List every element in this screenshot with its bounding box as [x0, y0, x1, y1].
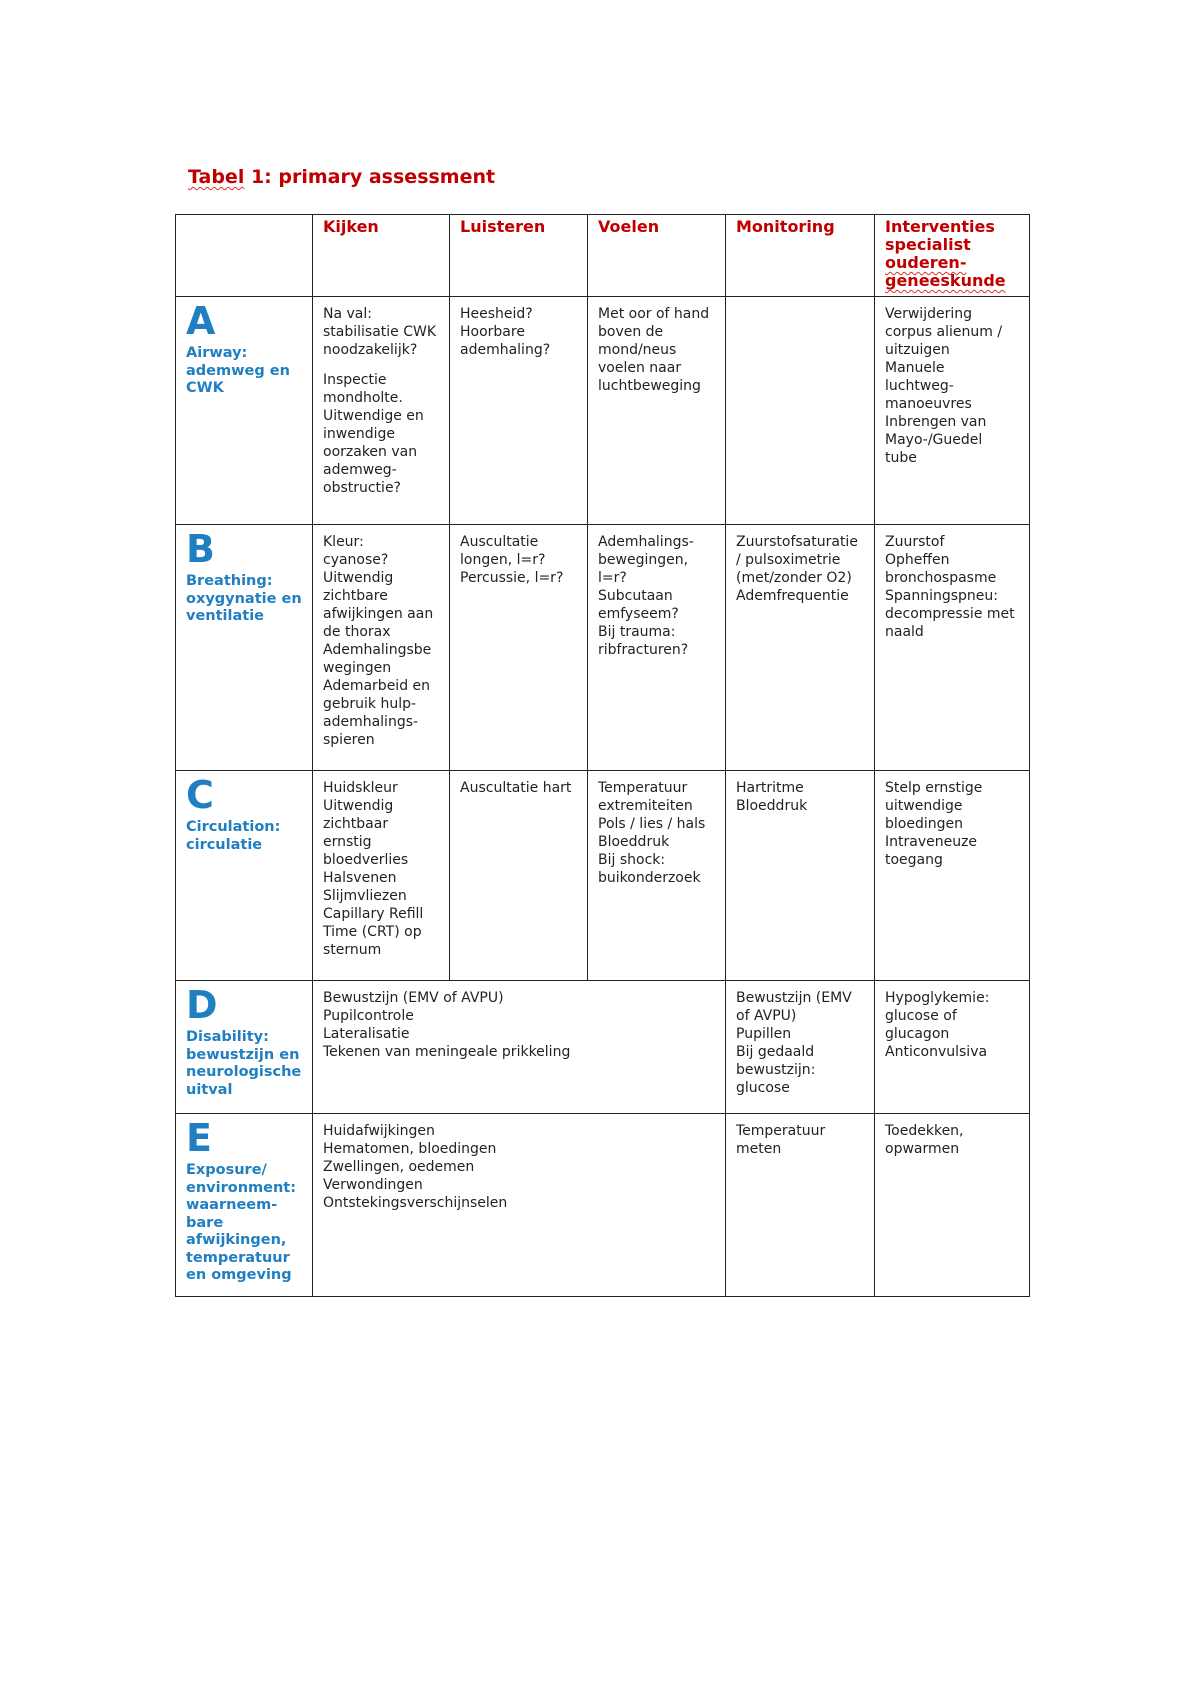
row-d: [176, 981, 1030, 1114]
cell-line: wegingen: [323, 660, 392, 676]
cell-line: luchtweg-: [885, 378, 954, 394]
table-title: [188, 166, 495, 188]
row-c-header: [176, 771, 313, 981]
header-kijken: Kijken: [313, 215, 450, 297]
cell-line: Stelp ernstige: [885, 780, 983, 796]
primary-assessment-table: [175, 214, 1030, 1297]
cell-line: temperatuur: [186, 1249, 290, 1266]
cell-line: Hypoglykemie:: [885, 990, 990, 1006]
cell-line: Zwellingen, oedemen: [323, 1159, 475, 1175]
cell-line: obstructie?: [323, 480, 401, 496]
header-interventies: [875, 215, 1030, 297]
row-b-label: [186, 573, 304, 626]
cell-line: Airway:: [186, 345, 248, 361]
cell-line: Slijmvliezen: [323, 888, 407, 904]
row-d-label: [186, 1029, 304, 1099]
cell-line: Disability:: [186, 1029, 269, 1045]
cell-line: Verwijdering: [885, 306, 972, 322]
row-e-label: [186, 1162, 304, 1285]
header-monitoring: Monitoring: [726, 215, 875, 297]
header-row: [176, 215, 1030, 297]
cell-line: Verwondingen: [323, 1177, 423, 1193]
cell-line: naald: [885, 624, 924, 640]
cell-line: oorzaken van: [323, 444, 418, 460]
cell-line: Temperatuur: [736, 1123, 826, 1139]
cell-line: cyanose?: [323, 552, 389, 568]
cell-line: Lateralisatie: [323, 1026, 410, 1042]
cell-line: glucagon: [885, 1026, 950, 1042]
cell-line: Opheffen: [885, 552, 950, 568]
cell-line: Huidskleur: [323, 780, 398, 796]
row-e-monitoring: [726, 1114, 875, 1297]
cell-line: en omgeving: [186, 1267, 292, 1283]
cell-line: Spanningspneu:: [885, 588, 999, 604]
cell-line: bloedingen: [885, 816, 963, 832]
cell-line: meten: [736, 1141, 782, 1157]
row-a-kijken-part2: [323, 371, 441, 497]
row-c-interventies: [875, 771, 1030, 981]
row-c-voelen: [588, 771, 726, 981]
cell-line: manoeuvres: [885, 396, 972, 412]
cell-line: Uitwendige en: [323, 408, 424, 424]
row-a-interventies: [875, 297, 1030, 525]
cell-line: waarneem-: [186, 1197, 278, 1213]
row-c-luisteren: [450, 771, 588, 981]
cell-line: Anticonvulsiva: [885, 1044, 988, 1060]
row-d-header: [176, 981, 313, 1114]
cell-line: Subcutaan: [598, 588, 673, 604]
cell-line: zichtbare: [323, 588, 388, 604]
cell-line: Bloeddruk: [736, 798, 808, 814]
row-a-luisteren: [450, 297, 588, 525]
cell-line: stabilisatie CWK: [323, 324, 437, 340]
row-e: [176, 1114, 1030, 1297]
cell-line: boven de: [598, 324, 664, 340]
cell-line: Zuurstof: [885, 534, 945, 550]
cell-line: afwijkingen,: [186, 1232, 287, 1248]
row-d-interventies: [875, 981, 1030, 1114]
cell-line: Capillary Refill: [323, 906, 424, 922]
header-interventies-l1: Interventies: [885, 217, 995, 236]
cell-line: Pupillen: [736, 1026, 792, 1042]
row-b: [176, 525, 1030, 771]
row-c-monitoring: [726, 771, 875, 981]
cell-line: bewustzijn:: [736, 1062, 816, 1078]
cell-line: Huidafwijkingen: [323, 1123, 435, 1139]
table-title-rest: 1: primary assessment: [244, 166, 496, 188]
cell-line: Inspectie: [323, 372, 387, 388]
header-voelen: Voelen: [588, 215, 726, 297]
row-b-voelen: [588, 525, 726, 771]
row-a-letter: A: [186, 299, 216, 343]
cell-line: Bij gedaald: [736, 1044, 815, 1060]
cell-line: Bewustzijn (EMV of AVPU): [323, 990, 504, 1006]
cell-line: mond/neus: [598, 342, 677, 358]
cell-line: Pupilcontrole: [323, 1008, 414, 1024]
cell-line: Hoorbare: [460, 324, 525, 340]
row-c-label: [186, 819, 304, 854]
cell-line: ademweg-: [323, 462, 397, 478]
cell-line: longen, l=r?: [460, 552, 546, 568]
row-e-header: [176, 1114, 313, 1297]
cell-line: oxygynatie en: [186, 590, 302, 607]
cell-line: Bewustzijn (EMV: [736, 990, 852, 1006]
header-interventies-l4: geneeskunde: [885, 271, 1006, 290]
cell-line: Met oor of hand: [598, 306, 710, 322]
header-interventies-l3: ouderen-: [885, 253, 967, 272]
cell-line: Intraveneuze: [885, 834, 978, 850]
row-e-letter: E: [186, 1116, 212, 1160]
cell-line: inwendige: [323, 426, 395, 442]
cell-line: environment:: [186, 1179, 297, 1196]
cell-line: ribfracturen?: [598, 642, 689, 658]
row-d-monitoring: [726, 981, 875, 1114]
cell-line: uitwendige: [885, 798, 963, 814]
cell-line: Na val:: [323, 306, 372, 322]
cell-line: Kleur:: [323, 534, 364, 550]
cell-line: Auscultatie hart: [460, 780, 572, 796]
cell-line: gebruik hulp-: [323, 696, 417, 712]
row-b-kijken: [313, 525, 450, 771]
cell-line: Halsvenen: [323, 870, 397, 886]
row-c-letter: C: [186, 773, 214, 817]
cell-line: ademhalings-: [323, 714, 419, 730]
cell-line: glucose of: [885, 1008, 957, 1024]
row-a-kijken: [313, 297, 450, 525]
cell-line: ventilatie: [186, 608, 265, 624]
cell-line: Mayo-/Guedel: [885, 432, 983, 448]
cell-line: toegang: [885, 852, 943, 868]
row-b-luisteren: [450, 525, 588, 771]
cell-line: Ontstekingsverschijnselen: [323, 1195, 508, 1211]
cell-line: emfyseem?: [598, 606, 679, 622]
cell-line: Heesheid?: [460, 306, 533, 322]
cell-line: / pulsoximetrie: [736, 552, 841, 568]
row-a-label: [186, 345, 304, 398]
cell-line: bewustzijn en: [186, 1046, 300, 1063]
cell-line: noodzakelijk?: [323, 342, 418, 358]
row-a-monitoring: [726, 297, 875, 525]
cell-line: neurologische: [186, 1064, 302, 1080]
cell-line: Bij trauma:: [598, 624, 676, 640]
cell-line: opwarmen: [885, 1141, 960, 1157]
cell-line: decompressie met: [885, 606, 1015, 622]
cell-line: voelen naar: [598, 360, 682, 376]
header-luisteren: Luisteren: [450, 215, 588, 297]
cell-line: Pols / lies / hals: [598, 816, 706, 832]
cell-line: mondholte.: [323, 390, 403, 406]
row-e-observations: [313, 1114, 726, 1297]
cell-line: ernstig: [323, 834, 372, 850]
cell-line: Temperatuur: [598, 780, 688, 796]
cell-line: glucose: [736, 1080, 790, 1096]
cell-line: Percussie, l=r?: [460, 570, 564, 586]
header-interventies-l2: specialist: [885, 235, 971, 254]
cell-line: afwijkingen aan: [323, 606, 434, 622]
row-c-kijken: [313, 771, 450, 981]
cell-line: bloedverlies: [323, 852, 409, 868]
cell-line: (met/zonder O2): [736, 570, 852, 586]
cell-line: extremiteiten: [598, 798, 693, 814]
cell-line: spieren: [323, 732, 375, 748]
cell-line: Auscultatie: [460, 534, 539, 550]
cell-line: sternum: [323, 942, 382, 958]
header-empty: [176, 215, 313, 297]
row-a-voelen: [588, 297, 726, 525]
cell-line: ademhaling?: [460, 342, 551, 358]
row-b-letter: B: [186, 527, 215, 571]
cell-line: corpus alienum /: [885, 324, 1003, 340]
cell-line: buikonderzoek: [598, 870, 701, 886]
row-d-observations: [313, 981, 726, 1114]
cell-line: Ademarbeid en: [323, 678, 431, 694]
cell-line: Time (CRT) op: [323, 924, 422, 940]
cell-line: de thorax: [323, 624, 391, 640]
cell-line: ademweg en: [186, 362, 290, 379]
cell-line: Manuele: [885, 360, 945, 376]
row-d-letter: D: [186, 983, 218, 1027]
cell-line: tube: [885, 450, 917, 466]
cell-line: Hartritme: [736, 780, 804, 796]
row-b-monitoring: [726, 525, 875, 771]
cell-line: Inbrengen van: [885, 414, 987, 430]
cell-line: Ademhalings-: [598, 534, 694, 550]
row-c: [176, 771, 1030, 981]
cell-line: Uitwendig: [323, 570, 394, 586]
cell-line: Uitwendig: [323, 798, 394, 814]
cell-line: Ademhalingsbe: [323, 642, 432, 658]
row-b-interventies: [875, 525, 1030, 771]
row-a: [176, 297, 1030, 525]
cell-line: Circulation:: [186, 819, 281, 835]
cell-line: bronchospasme: [885, 570, 997, 586]
cell-line: uitzuigen: [885, 342, 950, 358]
row-b-header: [176, 525, 313, 771]
cell-line: Exposure/: [186, 1162, 267, 1178]
cell-line: Toedekken,: [885, 1123, 964, 1139]
cell-line: zichtbaar: [323, 816, 389, 832]
cell-line: Hematomen, bloedingen: [323, 1141, 497, 1157]
cell-line: Breathing:: [186, 573, 273, 589]
cell-line: uitval: [186, 1081, 233, 1098]
table-title-prefix: Tabel: [188, 166, 245, 188]
cell-line: Bloeddruk: [598, 834, 670, 850]
row-a-kijken-part1: [323, 305, 441, 359]
cell-line: Zuurstofsaturatie: [736, 534, 858, 550]
cell-line: Ademfrequentie: [736, 588, 849, 604]
cell-line: circulatie: [186, 836, 263, 853]
cell-line: bewegingen,: [598, 552, 689, 568]
row-a-header: [176, 297, 313, 525]
cell-line: luchtbeweging: [598, 378, 701, 394]
cell-line: bare: [186, 1214, 224, 1231]
cell-line: of AVPU): [736, 1008, 797, 1024]
cell-line: l=r?: [598, 570, 627, 586]
row-e-interventies: [875, 1114, 1030, 1297]
cell-line: Tekenen van meningeale prikkeling: [323, 1044, 571, 1060]
cell-line: Bij shock:: [598, 852, 666, 868]
cell-line: CWK: [186, 380, 224, 396]
